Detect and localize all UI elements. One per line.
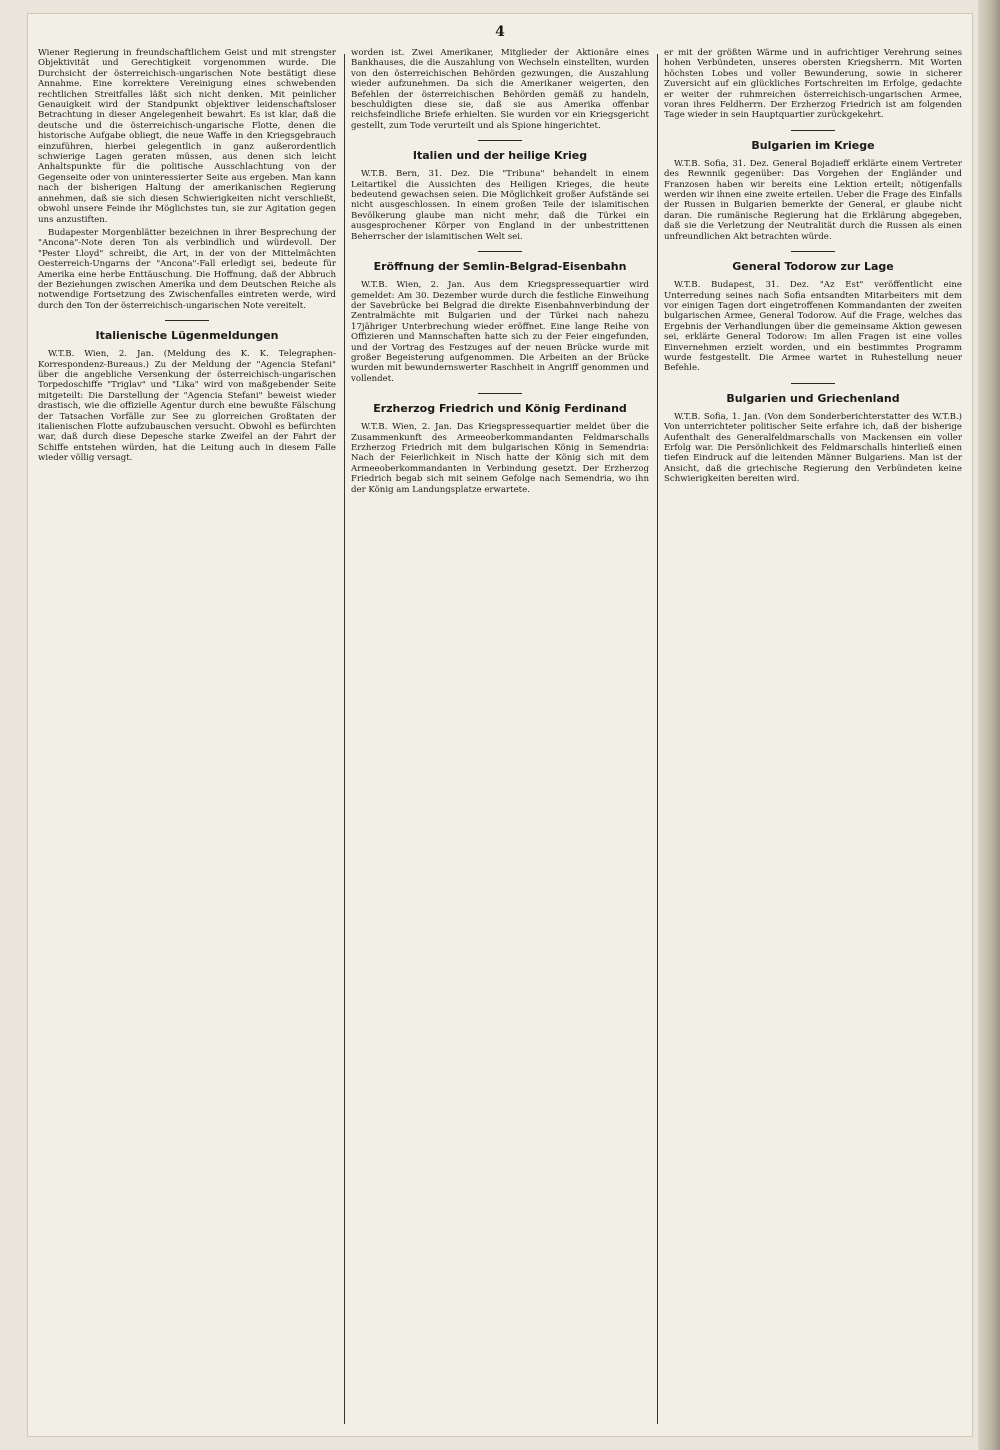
page-number: 4 (495, 24, 505, 40)
article-paragraph: W.T.B. Sofia, 31. Dez. General Bojadieff erklärte einem Vertreter des Rewnnik gegenüber: Das Vorgehen der Engländer und Franzosen haben wir bereits eine Lektion erteilt; nötigenfalls werden wir ihnen eine zweite erteilen. Ueber die Frage des Einfalls der Russen in Bulgarien bemerkte der General, er glaube nicht daran. Die rumänische Regierung hat die Erklärung abgegeben, daß sie die Verletzung der Neutralität durch die Russen als einen unfreundlichen Akt betrachten würde. (664, 158, 962, 242)
article-paragraph: W.T.B. Bern, 31. Dez. Die "Tribuna" behandelt in einem Leitartikel die Aussichten des Heiligen Krieges, die heute bedeutend gewachsen seien. Die Möglichkeit großer Aufstände sei nicht ausgeschlossen. In einem großen Teile der islamitischen Bevölkerung glaube man nicht mehr, daß die Türkei ein ausgesprochener Körper von England in der unbestrittenen Beherrscher der islamitischen Welt sei. (351, 169, 649, 242)
section-divider (791, 383, 835, 384)
article-paragraph: W.T.B. Sofia, 1. Jan. (Von dem Sonderberichterstatter des W.T.B.) Von unterrichteter politischer Seite erfahre ich, daß der bisherige Aufenthalt des Generalfeldmarschalls von Mackensen ein voller Erfolg war. Die Persönlichkeit des Feldmarschalls hinterließ einen tiefen Eindruck auf die leitenden Männer Bulgariens. Man ist der Ansicht, daß die griechische Regierung den Verbündeten keine Schwierigkeiten bereiten wird. (664, 411, 962, 485)
section-divider (478, 140, 522, 141)
headline-italien-heiliger-krieg: Italien und der heilige Krieg (412, 149, 588, 163)
headline-general-todorow: General Todorow zur Lage (732, 260, 894, 274)
column-rule-2 (657, 54, 658, 1424)
article-paragraph: Wiener Regierung in freundschaftlichem Geist und mit strengster Objektivität und Gerechtigkeit vorgenommen wurde. Die Durchsicht der österreichisch-ungarischen Note bestätigt diese Annahme. Eine korrektere Vereinigung eines schwebenden rechtlichen Streitfalles läßt sich nicht denken. Mit peinlicher Genauigkeit wird der Standpunkt objektiver leidenschaftsloser Betrachtung in dieser Angelegenheit bewahrt. Es ist klar, daß die deutsche und die österreichisch-ungarische Flotte, denen die historische Aufgabe obliegt, die neue Waffe in den Kriegsgebrauch einzuführen, hierbei gelegentlich in ganz außerordentlich schwierige Lagen geraten müssen, aus denen sich leicht Anhaltspunkte für die politische Ausschlachtung von der Gegenseite oder von uninteressierter Seite aus ergeben. Man kann nach der bisherigen Haltung der amerikanischen Regierung annehmen, daß sie sich diesen Schwierigkeiten nicht verschließt, obwohl unsere Feinde ihr Möglichstes tun, sie zur Agitation gegen uns anzustiften. (38, 48, 336, 225)
headline-bulgarien-griechenland: Bulgarien und Griechenland (726, 391, 900, 405)
column-2 (351, 48, 649, 1420)
article-paragraph: W.T.B. Wien, 2. Jan. Aus dem Kriegspressequartier wird gemeldet: Am 30. Dezember wurde durch die festliche Einweihung der Savebrücke bei Belgrad die direkte Eisenbahnverbindung der Zentralmächte mit Bulgarien und der Türkei nach nahezu 17jähriger Unterbrechung wieder eröffnet. Eine lange Reihe von Offizieren und Mannschaften hatte sich zu der Feier eingefunden, und der Vortrag des Festzuges auf der neuen Brücke wurde mit großer Begeisterung aufgenommen. Die Arbeiten an der Brücke wurden mit bewundernswerter Raschheit in Angriff genommen und vollendet. (351, 280, 649, 384)
page-edge-shadow (978, 0, 1000, 1450)
article-paragraph: W.T.B. Wien, 2. Jan. Das Kriegspressequartier meldet über die Zusammenkunft des Armeeoberkommandanten Feldmarschalls Erzherzog Friedrich mit dem bulgarischen König in Semendria: Nach der Feierlichkeit in Nisch hatte der König sich mit dem Armeeoberkommandanten in Verbindung gesetzt. Der Erzherzog Friedrich begab sich mit seinem Gefolge nach Semendria, wo ihn der König am Landungsplatze erwartete. (351, 422, 649, 495)
column-3 (664, 48, 962, 1420)
section-divider (478, 251, 522, 252)
section-divider (478, 393, 522, 394)
section-divider (165, 320, 209, 321)
section-divider (791, 130, 835, 131)
article-paragraph: worden ist. Zwei Amerikaner, Mitglieder der Aktionäre eines Bankhauses, die die Auszahlung von Wechseln einstellten, wurden von den österreichischen Behörden gezwungen, die Auszahlung wieder aufzunehmen. Da sich die Amerikaner weigerten, den Befehlen der österreichischen Behörden gemäß zu handeln, beschuldigten diese sie, daß sie aus Amerika offenbar reichsfeindliche Briefe erhielten. Sie wurden vor ein Kriegsgericht gestellt, zum Tode verurteilt und als Spione hingerichtet. (351, 48, 649, 131)
article-paragraph: W.T.B. Budapest, 31. Dez. "Az Est" veröffentlicht eine Unterredung seines nach Sofia entsandten Mitarbeiters mit dem vor einigen Tagen dort eingetroffenen Kommandanten der zweiten bulgarischen Armee, General Todorow. Auf die Frage, welches das Ergebnis der Verhandlungen über die gemeinsame Aktion gewesen sei, erklärte General Todorow: Im allen Fragen ist eine volles Einvernehmen erzielt worden, und ein bestimmtes Programm wurde festgestellt. Die Armee wartet in Ruhestellung neuer Befehle. (664, 280, 962, 374)
article-paragraph: Budapester Morgenblätter bezeichnen in ihrer Besprechung der "Ancona"-Note deren Ton als verbindlich und würdevoll. Der "Pester Lloyd" schreibt, die Art, in der von der Mittelmächten Oesterreich-Ungarns der "Ancona"-Fall erledigt sei, bedeute für Amerika eine herbe Enttäuschung. Die Hoffnung, daß der Abbruch der Beziehungen zwischen Amerika und dem Deutschen Reiche als notwendige Fortsetzung des Zwischenfalles eintreten werde, wird durch den Ton der österreichisch-ungarischen Note vereitelt. (38, 227, 336, 311)
headline-bulgarien-im-kriege: Bulgarien im Kriege (751, 138, 875, 152)
newspaper-page (28, 14, 972, 1436)
column-rule-1 (344, 54, 345, 1424)
headline-erzherzog-friedrich-koenig-ferdinand: Erzherzog Friedrich und König Ferdinand (373, 402, 627, 416)
headline-italienische-luegenmeldungen: Italienische Lügenmeldungen (95, 329, 279, 343)
column-1 (38, 48, 336, 1420)
section-divider (791, 251, 835, 252)
headline-semlin-belgrad-eisenbahn: Eröffnung der Semlin-Belgrad-Eisenbahn (373, 260, 627, 274)
article-paragraph: er mit der größten Wärme und in aufrichtiger Verehrung seines hohen Verbündeten, unseres obersten Kriegsherrn. Mit Worten höchsten Lobes und voller Bewunderung, sowie in sicherer Zuversicht auf ein glückliches Fortschreiten im Erfolge, gedachte er weiter der ruhmreichen österreichisch-ungarischen Armee, voran ihres Feldherrn. Der Erzherzog Friedrich ist am folgenden Tage wieder in sein Hauptquartier zurückgekehrt. (664, 48, 962, 121)
article-paragraph: W.T.B. Wien, 2. Jan. (Meldung des K. K. Telegraphen-Korrespondenz-Bureaus.) Zu der Meldung der "Agencia Stefani" über die angebliche Versenkung der österreichisch-ungarischen Torpedoschiffe "Triglav" und "Lika" wird von maßgebender Seite mitgeteilt: Die Darstellung der "Agencia Stefani" beweist wieder drastisch, wie die offizielle Agentur durch eine bewußte Fälschung der Tatsachen Vorfälle zur See zu glorreichen Großtaten der italienischen Flotte aufzubauschen versucht. Obwohl es befürchten war, daß durch diese Depesche starke Zweifel an der Fahrt der Schiffe entstehen würden, hat die Leitung auch in diesem Falle wieder völlig versagt. (38, 349, 336, 464)
